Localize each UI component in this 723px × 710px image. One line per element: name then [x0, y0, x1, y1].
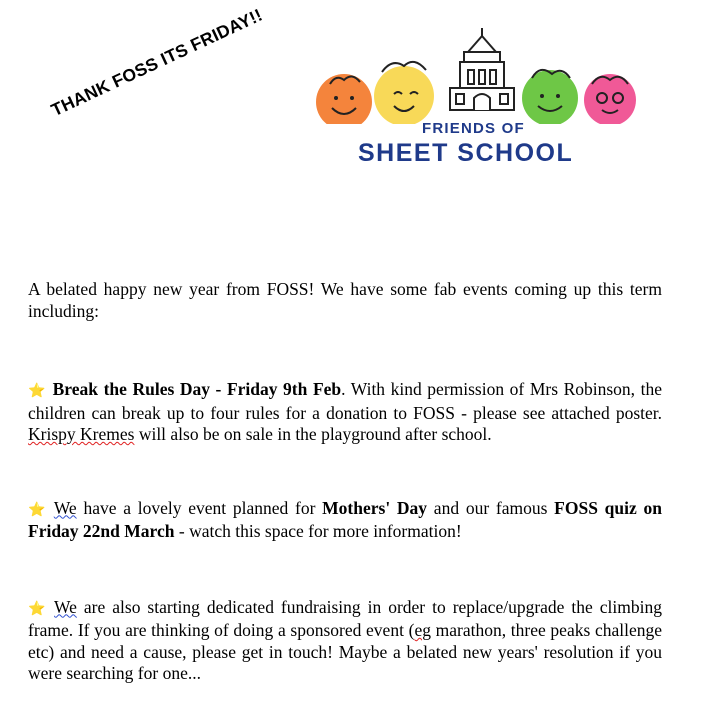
banner-text: THANK FOSS ITS FRIDAY!!	[48, 4, 266, 121]
flagged-word: eg	[414, 620, 431, 640]
intro-paragraph: A belated happy new year from FOSS! We have some fab events coming up this term including:	[28, 279, 662, 321]
flagged-word: Krispy Kremes	[28, 424, 135, 444]
logo-sheet-school: SHEET SCHOOL	[358, 139, 574, 167]
flagged-word: We	[54, 596, 77, 617]
foss-logo	[310, 24, 642, 174]
star-icon: ⭐	[28, 601, 49, 617]
foss-quiz-label: FOSS quiz on Friday 22nd March	[28, 497, 662, 541]
item-climbing-frame: ⭐ We are also starting dedicated fundraising in order to replace/upgrade the climbing frame. If you are thinking of doing a sponsored event (eg marathon, three peaks challenge etc) and need a cause, please get in touch! Maybe a belated new years' resolution if you were searching for one...	[28, 596, 662, 683]
newsletter-body	[28, 279, 662, 685]
item-break-the-rules: ⭐ Break the Rules Day - Friday 9th Feb. With kind permission of Mrs Robinson, the children can break up to four rules for a donation to FOSS - please see attached poster. Krispy Kremes will also be on sale in the playground after school.	[28, 379, 663, 444]
star-icon: ⭐	[28, 384, 47, 399]
logo-friends-of: FRIENDS OF	[422, 120, 525, 137]
mothers-day-label: Mothers' Day	[322, 497, 428, 518]
break-rules-title: Break the Rules Day - Friday 9th Feb	[52, 379, 342, 399]
item-mothers-day: ⭐ We have a lovely event planned for Mothers' Day and our famous FOSS quiz on Friday 22nd March - watch this space for more information!	[28, 497, 662, 541]
logo-graphic	[310, 24, 642, 124]
flagged-word: We	[53, 497, 77, 518]
star-icon: ⭐	[28, 502, 48, 518]
